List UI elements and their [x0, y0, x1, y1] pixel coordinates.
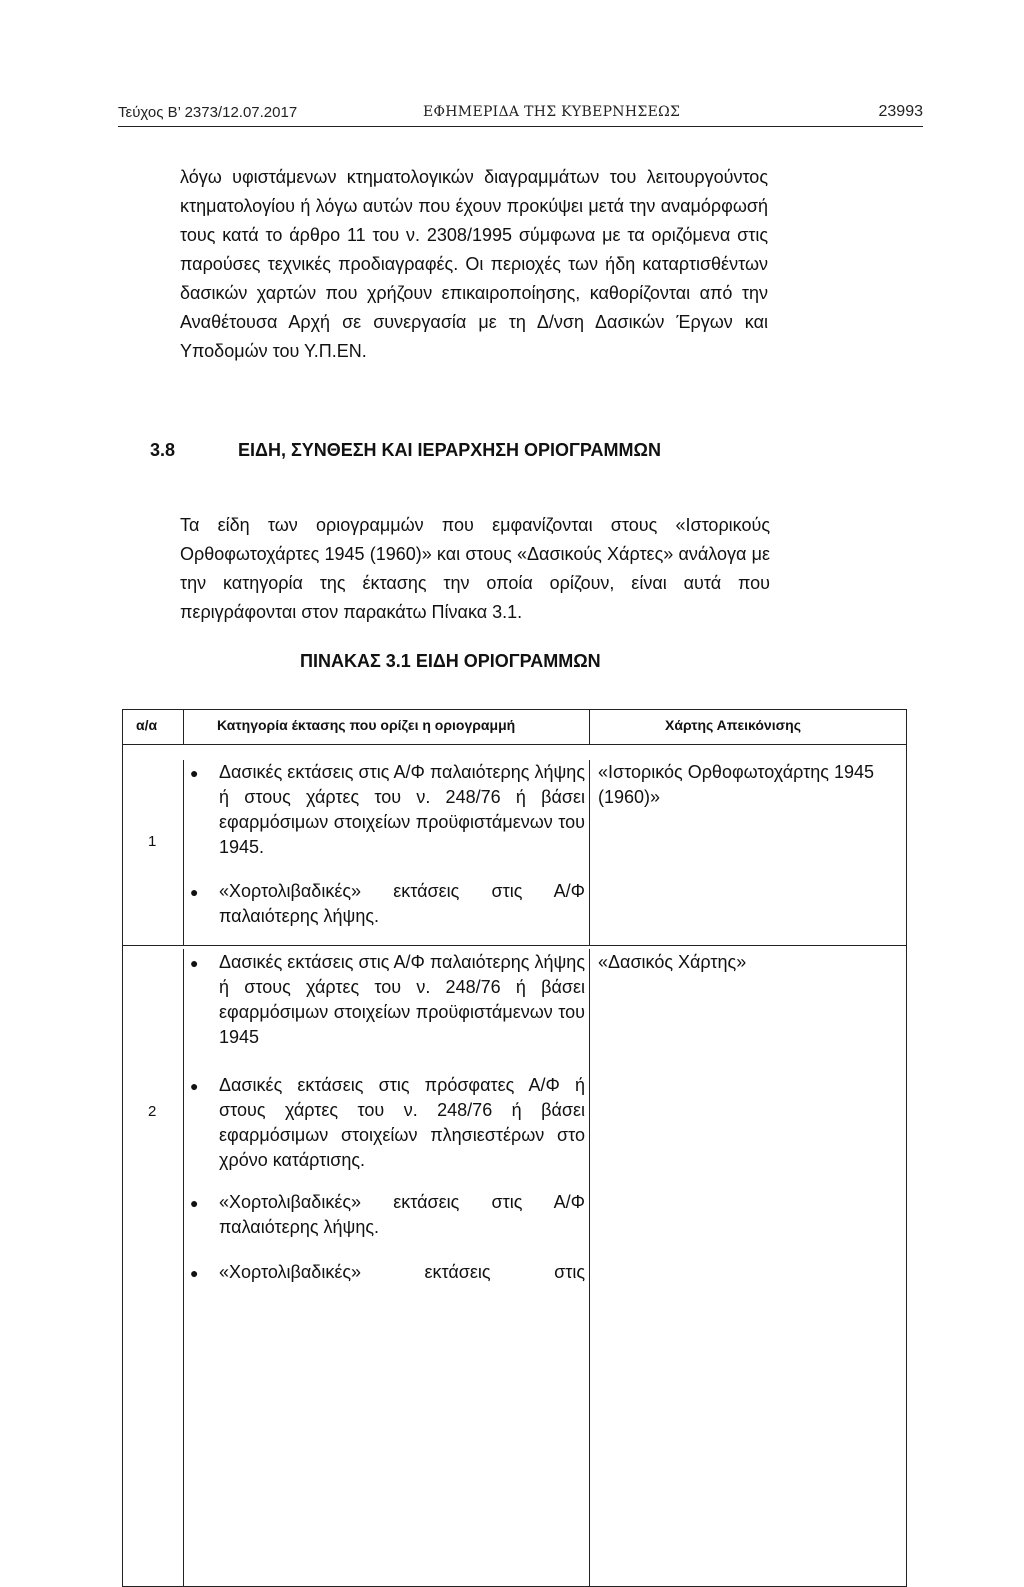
row2-column-divider-2 — [589, 949, 590, 1587]
table-title: ΠΙΝΑΚΑΣ 3.1 ΕΙΔΗ ΟΡΙΟΓΡΑΜΜΩΝ — [300, 651, 601, 671]
table-border-right — [906, 709, 907, 1587]
row-2-item-4: «Χορτολιβαδικές» εκτάσεις στις — [219, 1262, 585, 1282]
bullet-icon: ● — [190, 1265, 199, 1281]
bullet-icon: ● — [190, 1195, 199, 1211]
header-divider — [122, 744, 907, 745]
column-header-map: Χάρτης Απεικόνισης — [665, 717, 802, 733]
bullet-icon: ● — [190, 1078, 199, 1094]
bullet-icon: ● — [190, 765, 199, 781]
table-border-top — [122, 709, 907, 710]
column-header-category: Κατηγορία έκτασης που ορίζει η οριογραμμή — [217, 717, 516, 733]
row-divider — [122, 945, 907, 946]
header-column-divider-1 — [183, 709, 184, 744]
row-2-item-1: Δασικές εκτάσεις στις Α/Φ παλαιότερης λήψης ή στους χάρτες του ν. 248/76 ή βάσει εφαρμόσιμων στοιχείων προϋφιστάμενων του 1945 — [219, 952, 585, 1047]
header-column-divider-2 — [589, 709, 590, 744]
bullet-icon: ● — [190, 955, 199, 971]
section-title: ΕΙΔΗ, ΣΥΝΘΕΣΗ ΚΑΙ ΙΕΡΑΡΧΗΣΗ ΟΡΙΟΓΡΑΜΜΩΝ — [238, 440, 661, 460]
issue-reference: Τεύχος Β’ 2373/12.07.2017 — [118, 104, 298, 121]
row1-column-divider-1 — [183, 760, 184, 946]
table-border-left — [122, 709, 123, 1587]
page-number: 23993 — [878, 103, 923, 120]
row-1-item-1: Δασικές εκτάσεις στις Α/Φ παλαιότερης λήψης ή στους χάρτες του ν. 248/76 ή βάσει εφαρμόσιμων στοιχείων προϋφιστάμενων του 1945. — [219, 762, 585, 857]
row-1-map: «Ιστορικός Ορθοφωτοχάρτης 1945 (1960)» — [598, 762, 875, 807]
row-2-item-3: «Χορτολιβαδικές» εκτάσεις στις Α/Φ παλαιότερης λήψης. — [219, 1192, 585, 1237]
section-number: 3.8 — [150, 440, 176, 460]
row-1-item-2: «Χορτολιβαδικές» εκτάσεις στις Α/Φ παλαιότερης λήψης. — [219, 881, 585, 926]
row2-column-divider-1 — [183, 949, 184, 1587]
page-header — [118, 102, 923, 127]
gazette-title: ΕΦΗΜΕΡΙΔΑ ΤΗΣ ΚΥΒΕΡΝΗΣΕΩΣ — [423, 104, 681, 120]
bullet-icon: ● — [190, 884, 199, 900]
row-1-number: 1 — [148, 833, 157, 850]
row-2-map: «Δασικός Χάρτης» — [598, 952, 747, 972]
row1-column-divider-2 — [589, 760, 590, 946]
column-header-number: α/α — [136, 717, 158, 733]
row-2-number: 2 — [148, 1103, 157, 1120]
section-paragraph: Τα είδη των οριογραμμών που εμφανίζονται στους «Ιστορικούς Ορθοφωτοχάρτες 1945 (1960)» και στους «Δασικούς Χάρτες» ανάλογα με την κατηγορία της έκτασης την οποία ορίζουν, είναι αυτά που περιγράφονται στον παρακάτω Πίνακα 3.1. — [180, 515, 770, 622]
row-2-item-2: Δασικές εκτάσεις στις πρόσφατες Α/Φ ή στους χάρτες του ν. 248/76 ή βάσει εφαρμόσιμων στοιχείων πλησιεστέρων στο χρόνο κατάρτισης. — [219, 1075, 585, 1170]
intro-paragraph: λόγω υφιστάμενων κτηματολογικών διαγραμμάτων του λειτουργούντος κτηματολογίου ή λόγω αυτών που έχουν προκύψει μετά την αναμόρφωσή τους κατά το άρθρο 11 του ν. 2308/1995 σύμφωνα με τα οριζόμενα στις παρούσες τεχνικές προδιαγραφές. Οι περιοχές των ήδη καταρτισθέντων δασικών χαρτών που χρήζουν επικαιροποίησης, καθορίζονται από την Αναθέτουσα Αρχή σε συνεργασία με τη Δ/νση Δασικών Έργων και Υποδομών του Υ.Π.ΕΝ. — [180, 167, 768, 361]
